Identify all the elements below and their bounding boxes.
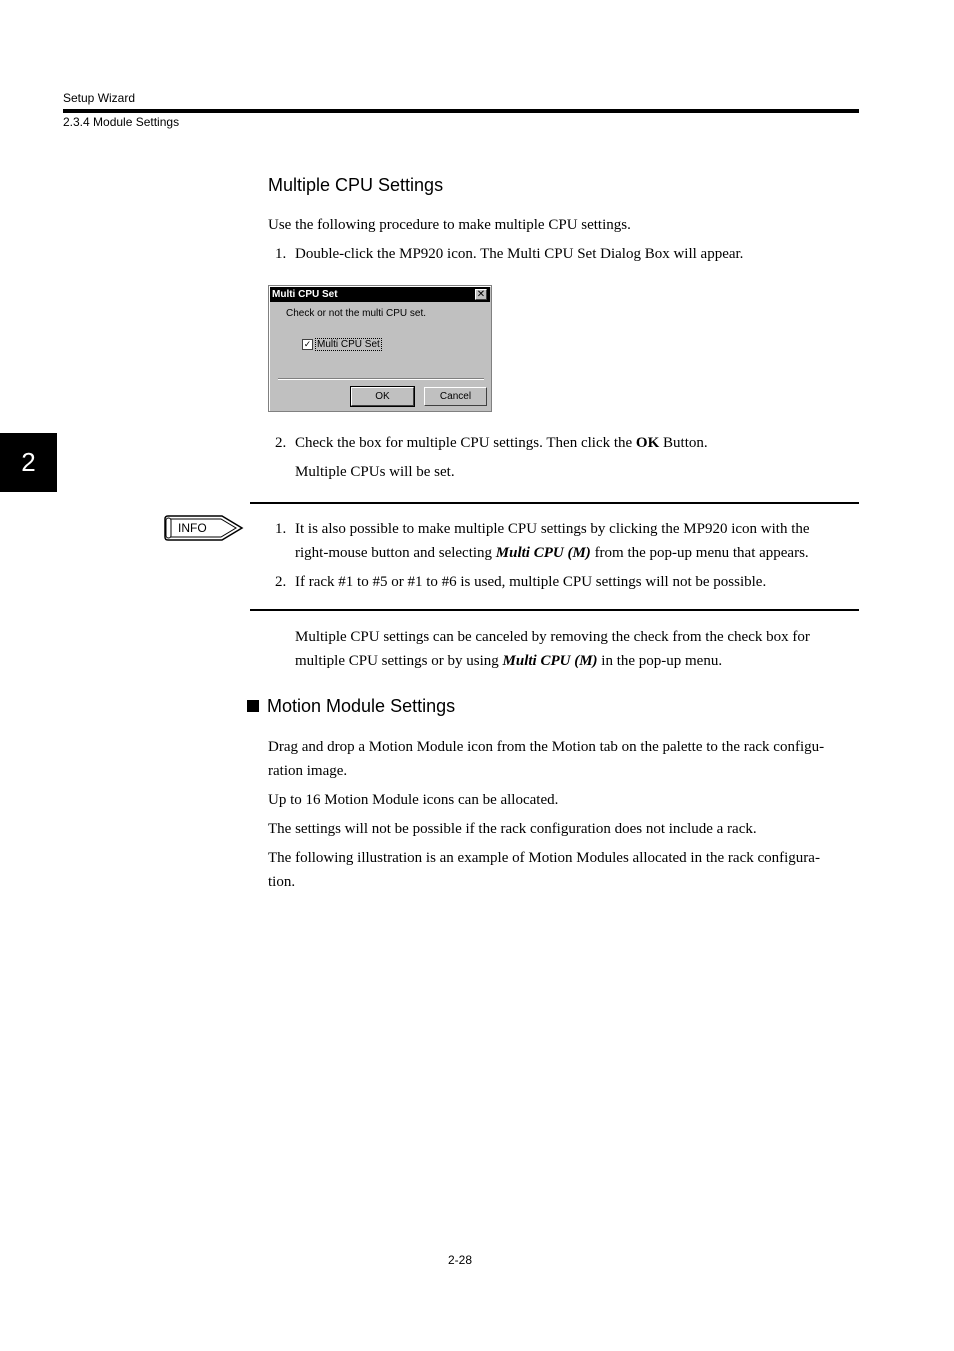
motion-p4-line2: tion. (268, 874, 296, 890)
close-icon[interactable]: ✕ (476, 289, 486, 300)
motion-p1-line2: ration image. (268, 763, 348, 779)
step-1-text: Double-click the MP920 icon. The Multi CPU Set Dialog Box will appear. (295, 246, 744, 262)
info-item-1-line2: right-mouse button and selecting Multi CPU (M) from the pop-up menu that appears. (295, 545, 809, 561)
dialog-message: Check or not the multi CPU set. (286, 308, 427, 319)
ok-bold: OK (635, 435, 660, 451)
multiple-cpu-heading: Multiple CPU Settings (268, 175, 444, 195)
step-2-result: Multiple CPUs will be set. (295, 464, 455, 480)
info-top-rule (250, 502, 859, 504)
chapter-tab: 2 (0, 433, 57, 492)
multi-cpu-checkbox-label[interactable]: Multi CPU Set (317, 339, 380, 350)
motion-module-heading: Motion Module Settings (247, 696, 455, 717)
motion-p4-line1: The following illustration is an example of Motion Modules allocated in the rack configura- (268, 850, 820, 866)
ok-button[interactable]: OK (351, 387, 414, 406)
square-bullet-icon (247, 700, 259, 712)
info-bottom-rule (250, 609, 859, 611)
multi-cpu-checkbox[interactable]: ✓ (303, 339, 312, 349)
cancel-button[interactable]: Cancel (424, 387, 487, 406)
step-1-number: 1. (275, 246, 287, 262)
running-header-section: Setup Wizard (63, 91, 136, 105)
menu-name-emphasis: Multi CPU (M) (502, 653, 598, 669)
cancel-note-line2: multiple CPU settings or by using Multi CPU (M) in the pop-up menu. (295, 653, 723, 669)
menu-name-emphasis: Multi CPU (M) (495, 545, 591, 561)
info-item-2-number: 2. (275, 574, 287, 590)
info-item-1-line1: It is also possible to make multiple CPU settings by clicking the MP920 icon with the (295, 521, 810, 537)
dialog-title-bar (270, 287, 490, 302)
cancel-note-line1: Multiple CPU settings can be canceled by removing the check from the check box for (295, 629, 810, 645)
info-item-1-number: 1. (275, 521, 287, 537)
multiple-cpu-intro: Use the following procedure to make multiple CPU settings. (268, 217, 631, 233)
dialog-separator (278, 378, 484, 380)
motion-p2: Up to 16 Motion Module icons can be allocated. (268, 792, 559, 808)
info-item-2-text: If rack #1 to #5 or #1 to #6 is used, multiple CPU settings will not be possible. (295, 574, 767, 590)
motion-p3: The settings will not be possible if the rack configuration does not include a rack. (268, 821, 757, 837)
info-icon (164, 515, 244, 541)
info-label: INFO (178, 521, 207, 535)
header-rule (63, 109, 859, 113)
running-header-subsection: 2.3.4 Module Settings (63, 115, 180, 129)
motion-p1-line1: Drag and drop a Motion Module icon from the Motion tab on the palette to the rack configu- (268, 739, 825, 755)
multi-cpu-set-dialog (268, 285, 492, 412)
step-2-text: Check the box for multiple CPU settings. Then click the OK Button. (295, 435, 708, 451)
page-number: 2-28 (448, 1253, 473, 1267)
step-2-number: 2. (275, 435, 287, 451)
dialog-title: Multi CPU Set (272, 289, 338, 300)
